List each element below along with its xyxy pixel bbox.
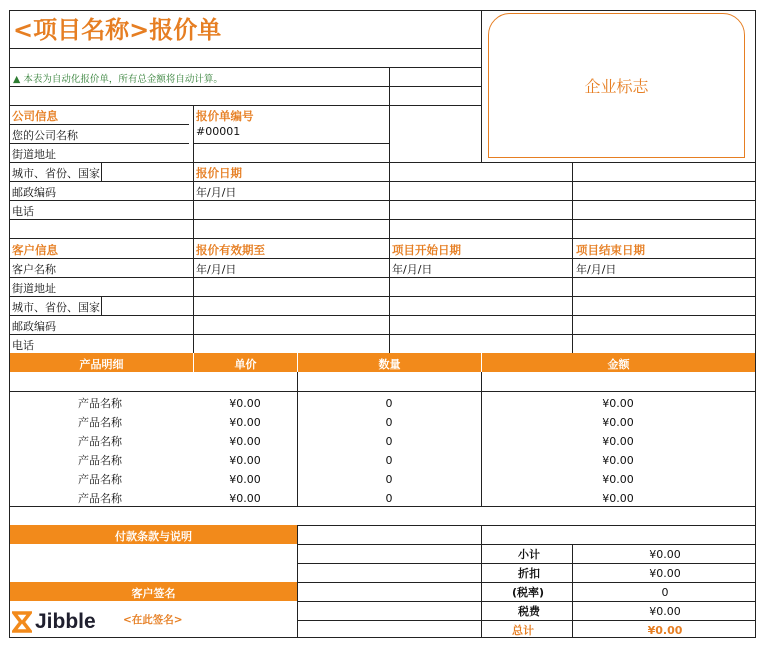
product-price[interactable]: ¥0.00 bbox=[229, 492, 261, 505]
total-label: 总计 bbox=[512, 624, 534, 637]
product-qty[interactable]: 0 bbox=[385, 397, 393, 410]
quote-number-value[interactable]: #00001 bbox=[196, 125, 241, 138]
product-name[interactable]: 产品名称 bbox=[78, 435, 122, 448]
client-section-label: 客户信息 bbox=[12, 243, 58, 257]
end-date-label: 项目结束日期 bbox=[576, 243, 645, 257]
product-price[interactable]: ¥0.00 bbox=[229, 473, 261, 486]
client-zip[interactable]: 邮政编码 bbox=[12, 320, 56, 333]
product-amount: ¥0.00 bbox=[602, 435, 634, 448]
product-qty[interactable]: 0 bbox=[385, 454, 393, 467]
subtotal-label: 小计 bbox=[518, 548, 540, 561]
quote-number-label: 报价单编号 bbox=[196, 109, 254, 123]
client-street[interactable]: 街道地址 bbox=[12, 282, 56, 295]
quote-date-value[interactable]: 年/月/日 bbox=[196, 186, 237, 199]
jibble-logo bbox=[12, 610, 96, 634]
client-phone[interactable]: 电话 bbox=[12, 339, 34, 352]
product-amount: ¥0.00 bbox=[602, 454, 634, 467]
discount-value[interactable]: ¥0.00 bbox=[649, 567, 681, 580]
tax-rate-value[interactable]: 0 bbox=[661, 586, 669, 599]
product-qty[interactable]: 0 bbox=[385, 416, 393, 429]
company-zip[interactable]: 邮政编码 bbox=[12, 186, 56, 199]
product-price[interactable]: ¥0.00 bbox=[229, 454, 261, 467]
product-qty[interactable]: 0 bbox=[385, 435, 393, 448]
discount-label: 折扣 bbox=[518, 567, 540, 580]
product-name[interactable]: 产品名称 bbox=[78, 454, 122, 467]
auto-note bbox=[13, 71, 223, 85]
start-date-value[interactable]: 年/月/日 bbox=[392, 263, 433, 276]
column-header-quantity: 数量 bbox=[378, 358, 401, 371]
total-value: ¥0.00 bbox=[647, 624, 683, 637]
tax-rate-label: (税率) bbox=[511, 586, 544, 599]
jibble-mark-icon bbox=[12, 611, 32, 633]
subtotal-value: ¥0.00 bbox=[649, 548, 681, 561]
valid-until-label: 报价有效期至 bbox=[196, 243, 265, 257]
signature-label: 客户签名 bbox=[131, 587, 176, 600]
logo-placeholder-text: 企业标志 bbox=[584, 77, 649, 96]
tax-label: 税费 bbox=[518, 605, 540, 618]
auto-note-text: 本表为自动化报价单，所有总金额将自动计算。 bbox=[23, 74, 223, 85]
company-name[interactable]: 您的公司名称 bbox=[12, 129, 78, 142]
client-city[interactable]: 城市、省份、国家 bbox=[12, 301, 100, 314]
product-qty[interactable]: 0 bbox=[385, 492, 393, 505]
product-amount: ¥0.00 bbox=[602, 492, 634, 505]
brand-name: Jibble bbox=[35, 610, 96, 633]
column-header-price: 单价 bbox=[234, 358, 257, 371]
payment-terms-label: 付款条款与说明 bbox=[115, 530, 192, 543]
product-price[interactable]: ¥0.00 bbox=[229, 397, 261, 410]
product-price[interactable]: ¥0.00 bbox=[229, 416, 261, 429]
start-date-label: 项目开始日期 bbox=[392, 243, 461, 257]
column-header-amount: 金额 bbox=[607, 358, 630, 371]
company-street[interactable]: 街道地址 bbox=[12, 148, 56, 161]
column-header-product: 产品明细 bbox=[79, 358, 124, 371]
quote-date-label: 报价日期 bbox=[196, 166, 242, 180]
end-date-value[interactable]: 年/月/日 bbox=[576, 263, 617, 276]
product-name[interactable]: 产品名称 bbox=[78, 473, 122, 486]
product-amount: ¥0.00 bbox=[602, 416, 634, 429]
client-name[interactable]: 客户名称 bbox=[12, 263, 56, 276]
valid-until-value[interactable]: 年/月/日 bbox=[196, 263, 237, 276]
product-amount: ¥0.00 bbox=[602, 473, 634, 486]
logo-box[interactable] bbox=[488, 13, 745, 158]
product-name[interactable]: 产品名称 bbox=[78, 416, 122, 429]
sign-here-text[interactable]: <在此签名> bbox=[123, 614, 183, 626]
company-section-label: 公司信息 bbox=[12, 109, 58, 123]
product-qty[interactable]: 0 bbox=[385, 473, 393, 486]
product-amount: ¥0.00 bbox=[602, 397, 634, 410]
company-phone[interactable]: 电话 bbox=[12, 205, 34, 218]
tax-value: ¥0.00 bbox=[649, 605, 681, 618]
product-name[interactable]: 产品名称 bbox=[78, 492, 122, 505]
product-price[interactable]: ¥0.00 bbox=[229, 435, 261, 448]
quote-title: <项目名称>报价单 bbox=[13, 16, 222, 44]
company-city[interactable]: 城市、省份、国家 bbox=[12, 167, 100, 180]
warning-icon: ▲ bbox=[13, 74, 21, 85]
product-name[interactable]: 产品名称 bbox=[78, 397, 122, 410]
